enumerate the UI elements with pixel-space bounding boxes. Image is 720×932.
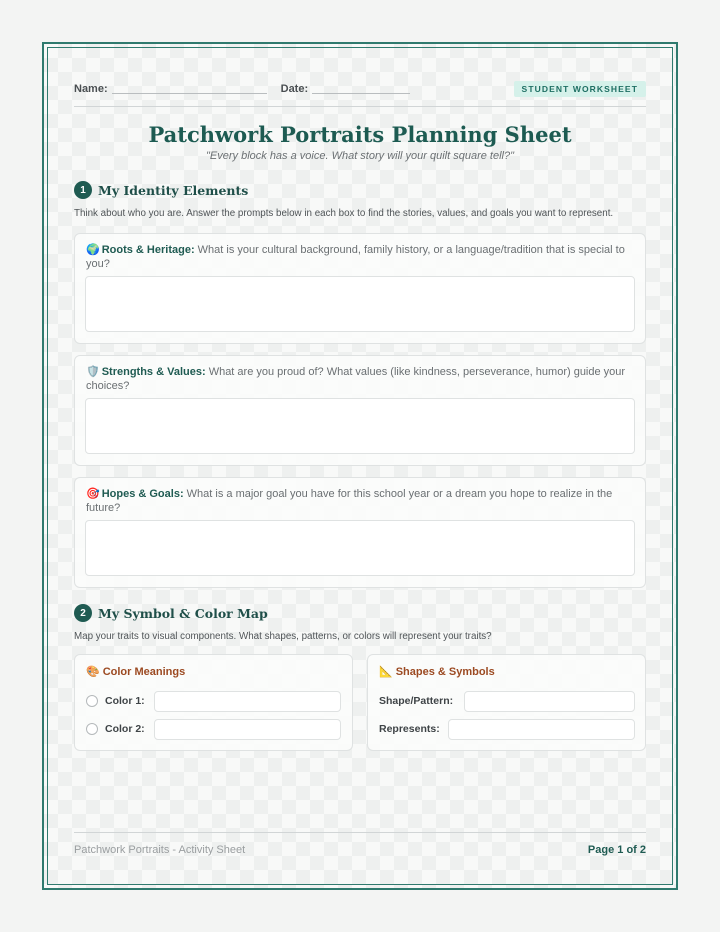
color-2-row (86, 718, 145, 740)
shape-pattern-label: Shape/Pattern: (379, 695, 454, 707)
shape-pattern-row (379, 690, 453, 712)
shield-icon: 🛡️ (86, 366, 100, 378)
section-2-number: 2 (74, 604, 92, 622)
prompt-hopes-text (86, 487, 634, 515)
section-2-title: My Symbol & Color Map (98, 605, 268, 621)
section-2-heading (74, 604, 268, 622)
color-1-input[interactable] (154, 691, 341, 712)
prompt-roots-question: What is your cultural background, family history, or a language/tradition that is special to you? (86, 244, 625, 270)
prompt-hopes-question: What is a major goal you have for this school year or a dream you hope to realize in the future? (86, 488, 613, 514)
section-1-title: My Identity Elements (98, 182, 249, 198)
worksheet-page (42, 42, 678, 890)
prompt-strengths-text (86, 365, 634, 393)
color-2-swatch[interactable] (86, 723, 98, 735)
prompt-hopes-goals (74, 477, 646, 588)
color-meanings-box (74, 654, 353, 751)
name-label: Name: (74, 83, 108, 95)
section-2-description: Map your traits to visual components. What shapes, patterns, or colors will represent your traits? (74, 631, 492, 642)
section-1-heading (74, 181, 248, 199)
prompt-roots-label: Roots & Heritage: (101, 244, 195, 256)
footer-title: Patchwork Portraits - Activity Sheet (74, 844, 246, 856)
shapes-symbols-title-row (379, 665, 495, 678)
target-icon: 🎯 (86, 488, 100, 500)
date-field[interactable] (312, 84, 410, 94)
represents-input[interactable] (448, 719, 635, 740)
color-2-label: Color 2: (105, 723, 145, 735)
shape-pattern-input[interactable] (464, 691, 635, 712)
page-subtitle: "Every block has a voice. What story will your quilt square tell?" (206, 150, 514, 162)
shapes-symbols-box (367, 654, 646, 751)
page-title: Patchwork Portraits Planning Sheet (148, 122, 572, 147)
triangle-ruler-icon: 📐 (379, 666, 393, 678)
hopes-answer-area[interactable] (85, 520, 635, 576)
prompt-strengths-question: What are you proud of? What values (like kindness, perseverance, humor) guide your choices? (86, 366, 626, 392)
page-number: Page 1 of 2 (587, 844, 646, 856)
section-1-description: Think about who you are. Answer the prompts below in each box to find the stories, values, and goals you want to represent. (74, 208, 614, 219)
header-divider (74, 106, 646, 107)
prompt-strengths-label: Strengths & Values: (101, 366, 206, 378)
name-field[interactable] (112, 84, 267, 94)
prompt-roots-text (86, 243, 634, 271)
shapes-symbols-title: Shapes & Symbols (395, 666, 495, 678)
color-1-label: Color 1: (105, 695, 145, 707)
strengths-answer-area[interactable] (85, 398, 635, 454)
prompt-strengths-values (74, 355, 646, 466)
globe-icon: 🌍 (86, 244, 100, 256)
represents-label: Represents: (379, 723, 440, 735)
color-meanings-title-row (86, 665, 185, 678)
palette-icon: 🎨 (86, 666, 100, 678)
date-label: Date: (280, 83, 309, 95)
footer-divider (74, 832, 646, 833)
color-2-input[interactable] (154, 719, 341, 740)
represents-row (379, 718, 440, 740)
section-1-number: 1 (74, 181, 92, 199)
header-row (74, 78, 646, 100)
color-meanings-title: Color Meanings (102, 666, 186, 678)
prompt-hopes-label: Hopes & Goals: (101, 488, 184, 500)
prompt-roots-heritage (74, 233, 646, 344)
color-1-swatch[interactable] (86, 695, 98, 707)
roots-answer-area[interactable] (85, 276, 635, 332)
worksheet-badge: STUDENT WORKSHEET (514, 81, 646, 97)
color-1-row (86, 690, 145, 712)
